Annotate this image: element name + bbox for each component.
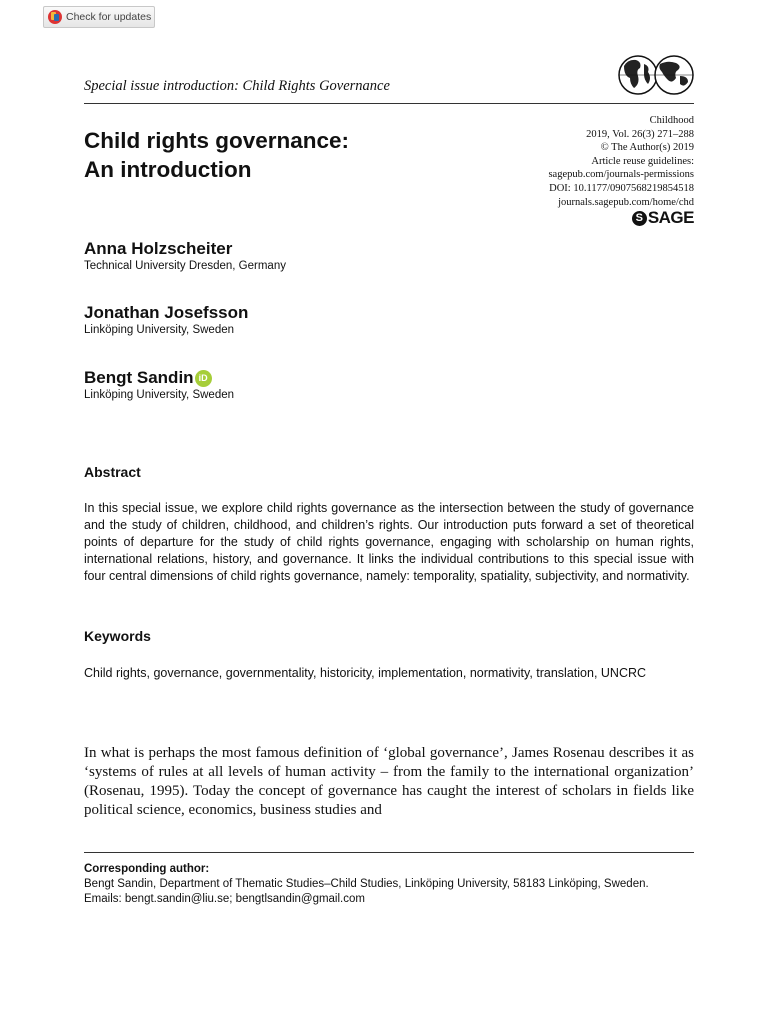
- footnote-heading: Corresponding author:: [84, 863, 210, 875]
- header-rule: [84, 103, 694, 104]
- sage-logo-icon: S SAGE: [632, 208, 694, 228]
- update-icon: [48, 10, 62, 24]
- permissions-link[interactable]: sagepub.com/journals-permissions: [548, 169, 694, 181]
- corresponding-author-footnote: [84, 862, 694, 907]
- footnote-address: Bengt Sandin, Department of Thematic Studies–Child Studies, Linköping University, 58183 Linköping, Sweden.: [84, 878, 649, 890]
- footnote-emails[interactable]: Emails: bengt.sandin@liu.se; bengtlsandin@gmail.com: [84, 893, 365, 905]
- reuse-label: Article reuse guidelines:: [591, 155, 694, 167]
- issue-line: Special issue introduction: Child Rights Governance: [84, 78, 390, 94]
- article-metadata: [548, 114, 694, 209]
- author-name: Jonathan Josefsson: [84, 303, 249, 322]
- keywords-heading: Keywords: [84, 628, 151, 644]
- check-for-updates-button[interactable]: [43, 6, 155, 28]
- journal-name: Childhood: [649, 115, 694, 126]
- doi[interactable]: DOI: 10.1177/0907568219854518: [549, 182, 694, 194]
- volume-info: 2019, Vol. 26(3) 271–288: [586, 128, 694, 140]
- copyright: © The Author(s) 2019: [600, 142, 694, 154]
- author-affiliation: Linköping University, Sweden: [84, 324, 235, 336]
- author-name: Anna Holzscheiter: [84, 239, 233, 258]
- abstract-heading: Abstract: [84, 464, 141, 480]
- orcid-icon[interactable]: iD: [195, 370, 212, 387]
- keywords-text: Child rights, governance, governmentality, historicity, implementation, normativity, translation, UNCRC: [84, 666, 647, 680]
- author-affiliation: Linköping University, Sweden: [84, 389, 235, 401]
- check-for-updates-label: Check for updates: [66, 11, 152, 23]
- author-affiliation: Technical University Dresden, Germany: [84, 260, 286, 272]
- title-line-1: Child rights governance:: [84, 128, 350, 153]
- author-name-with-orcid: [84, 368, 212, 388]
- body-paragraph: In what is perhaps the most famous definition of ‘global governance’, James Rosenau describes it as ‘systems of rules at all levels of human activity – from the family to the international organization’ (Rosenau, 1995). Today the concept of governance has caught the interest of scholars in fields like political science, economics, business studies and: [84, 745, 694, 818]
- author-name: Bengt Sandin: [84, 368, 194, 387]
- publisher-name: SAGE: [647, 208, 694, 227]
- article-title: [84, 126, 349, 184]
- title-line-2: An introduction: [84, 157, 252, 182]
- journal-home-link[interactable]: journals.sagepub.com/home/chd: [558, 196, 694, 208]
- footnote-rule: [84, 852, 694, 853]
- globe-icon: [618, 54, 696, 96]
- abstract-text: In this special issue, we explore child rights governance as the intersection between the study of governance and the study of children, childhood, and children’s rights. Our introduction puts forward a set of theoretical points of departure for the study of child rights governance, engaging with scholarship on human rights, international relations, history, and governance. It links the individual contributions to this special issue with four central dimensions of child rights governance, namely: temporality, spatiality, subjectivity, and normativity.: [84, 501, 694, 583]
